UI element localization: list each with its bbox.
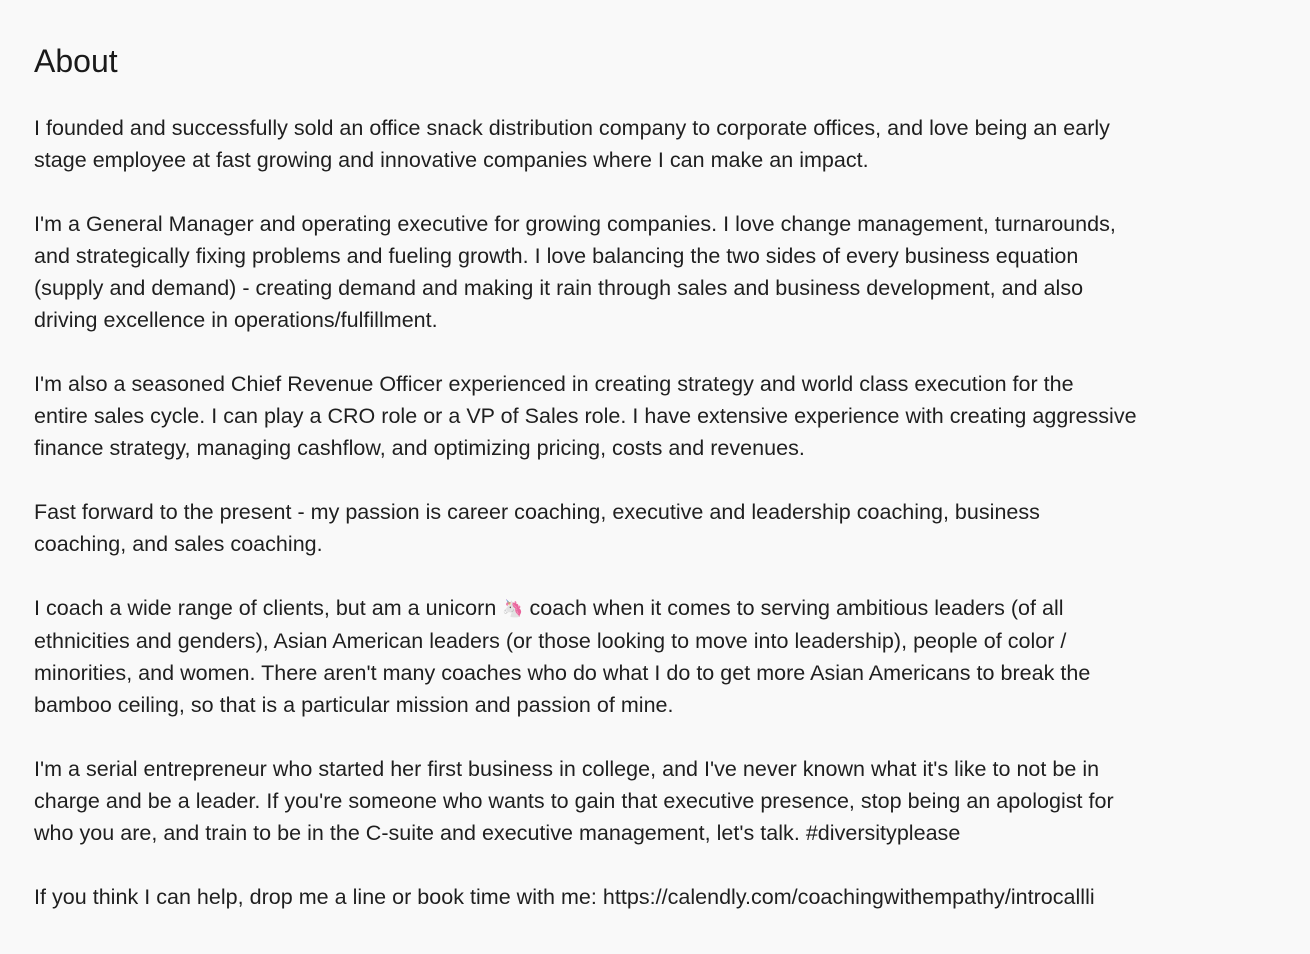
paragraph-line: driving excellence in operations/fulfillment. — [34, 308, 438, 332]
about-paragraph-6 — [34, 753, 1276, 849]
paragraph-line: and strategically fixing problems and fueling growth. I love balancing the two sides of every business equation — [34, 244, 1079, 268]
paragraph-line: coaching, and sales coaching. — [34, 532, 323, 556]
about-paragraph-7 — [34, 881, 1276, 913]
paragraph-text: I coach a wide range of clients, but am a unicorn — [34, 596, 503, 620]
paragraph-text: coach when it comes to serving ambitious leaders (of all — [523, 596, 1064, 620]
paragraph-line: I founded and successfully sold an office snack distribution company to corporate offices, and love being an early — [34, 116, 1110, 140]
unicorn-emoji-icon: 🦄 — [502, 599, 524, 619]
about-paragraph-1 — [34, 112, 1276, 176]
about-paragraph-2 — [34, 208, 1276, 336]
paragraph-line: I'm a General Manager and operating executive for growing companies. I love change management, turnarounds, — [34, 212, 1116, 236]
paragraph-line: who you are, and train to be in the C-suite and executive management, let's talk. #diversityplease — [34, 821, 961, 845]
paragraph-line: I'm a serial entrepreneur who started her first business in college, and I've never known what it's like to not be in — [34, 757, 1100, 781]
paragraph-line: finance strategy, managing cashflow, and optimizing pricing, costs and revenues. — [34, 436, 805, 460]
paragraph-line: entire sales cycle. I can play a CRO role or a VP of Sales role. I have extensive experience with creating aggressive — [34, 404, 1137, 428]
paragraph-line: bamboo ceiling, so that is a particular mission and passion of mine. — [34, 693, 674, 717]
paragraph-line: stage employee at fast growing and innovative companies where I can make an impact. — [34, 148, 869, 172]
about-paragraph-5 — [34, 592, 1276, 721]
about-paragraph-3 — [34, 368, 1276, 464]
paragraph-line: (supply and demand) - creating demand and making it rain through sales and business development, and also — [34, 276, 1084, 300]
paragraph-line: If you think I can help, drop me a line or book time with me: https://calendly.com/coachingwithempathy/introcallli — [34, 885, 1095, 909]
paragraph-line: charge and be a leader. If you're someone who wants to gain that executive presence, stop being an apologist for — [34, 789, 1114, 813]
paragraph-line-with-emoji — [34, 592, 1276, 625]
paragraph-line: minorities, and women. There aren't many coaches who do what I do to get more Asian Americans to break the — [34, 661, 1091, 685]
section-title: About — [34, 43, 118, 79]
about-paragraph-4 — [34, 496, 1276, 560]
paragraph-line: Fast forward to the present - my passion is career coaching, executive and leadership coaching, business — [34, 500, 1040, 524]
about-body — [34, 112, 1276, 913]
paragraph-line: I'm also a seasoned Chief Revenue Officer experienced in creating strategy and world class execution for the — [34, 372, 1074, 396]
paragraph-line: ethnicities and genders), Asian American leaders (or those looking to move into leadership), people of color / — [34, 629, 1067, 653]
